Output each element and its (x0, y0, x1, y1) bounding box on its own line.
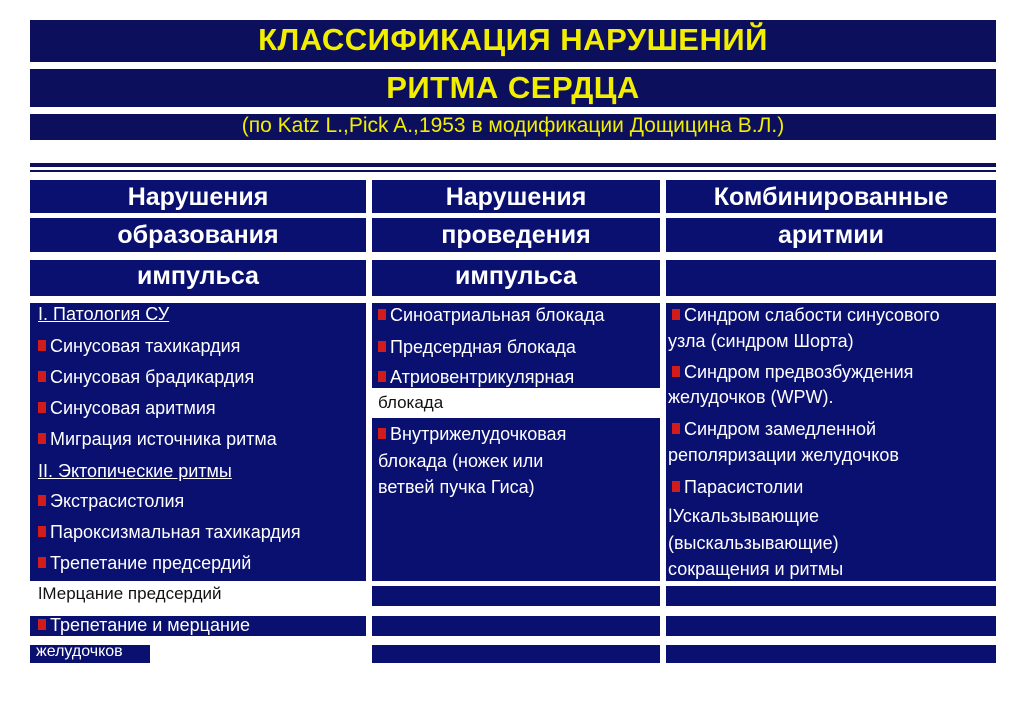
bullet-icon (378, 341, 386, 352)
bullet-icon (38, 526, 46, 537)
list-item: Синдром слабости синусового (672, 305, 940, 326)
group-sinus-node: I. Патология СУ (38, 304, 170, 324)
bullet-icon (38, 402, 46, 413)
header-gap-2 (30, 252, 996, 260)
col3-header-line1: Комбинированные (713, 183, 949, 211)
bullet-icon (38, 340, 46, 351)
list-item: Парасистолии (672, 477, 803, 498)
bullet-icon (38, 433, 46, 444)
list-item: Предсердная блокада (378, 337, 576, 358)
bullet-icon (38, 371, 46, 382)
subtitle: (по Katz L.,Pick A.,1953 в модификации Дощицина В.Л.) (241, 114, 785, 137)
header-gap-1 (30, 213, 996, 218)
divider-line-2 (30, 170, 996, 172)
list-item-vf: Трепетание и мерцание (38, 615, 250, 636)
col2-row-vf2-bg (372, 645, 660, 663)
list-item: Атриовентрикулярная (378, 367, 574, 388)
bullet-icon (378, 309, 386, 320)
list-item: Синусовая тахикардия (38, 336, 240, 357)
col1-header-line3: импульса (137, 262, 259, 290)
col3-header-line2: аритмии (777, 221, 885, 249)
list-item: Синдром предвозбуждения (672, 362, 913, 383)
col2-header-line3: импульса (455, 262, 577, 290)
list-item-cont: (выскальзывающие) (668, 533, 839, 553)
bullet-icon (38, 557, 46, 568)
col3-row-vf-bg (666, 616, 996, 636)
list-item: Экстрасистолия (38, 491, 184, 512)
divider-line (30, 163, 996, 167)
title-line-2: РИТМА СЕРДЦА (386, 70, 640, 105)
list-item: Пароксизмальная тахикардия (38, 522, 301, 543)
col3-row-af-bg (666, 586, 996, 606)
bullet-icon (672, 366, 680, 377)
list-item-cont: узла (синдром Шорта) (668, 331, 854, 351)
col1-header-line1: Нарушения (127, 183, 269, 211)
list-item: Синусовая брадикардия (38, 367, 254, 388)
bullet-icon (378, 371, 386, 382)
list-item: Миграция источника ритма (38, 429, 277, 450)
bullet-icon (38, 495, 46, 506)
list-item-cont: реполяризации желудочков (668, 445, 899, 465)
list-item: Синоатриальная блокада (378, 305, 605, 326)
col2-header-line1: Нарушения (445, 183, 587, 211)
list-item-cont: ветвей пучка Гиса) (378, 477, 535, 497)
list-item-cont: сокращения и ритмы (668, 559, 844, 579)
col1-header-line2: образования (117, 221, 279, 249)
title-line-1: КЛАССИФИКАЦИЯ НАРУШЕНИЙ (258, 22, 768, 57)
list-item: ǀУскальзывающие (668, 506, 820, 526)
list-item: Синусовая аритмия (38, 398, 216, 419)
bullet-icon (672, 309, 680, 320)
bullet-icon (672, 423, 680, 434)
list-item: Синдром замедленной (672, 419, 876, 440)
bullet-icon (672, 481, 680, 492)
bullet-icon (38, 619, 46, 630)
col2-row-af-bg (372, 586, 660, 606)
list-item: Трепетание предсердий (38, 553, 251, 574)
list-item-cont: блокада (378, 393, 444, 412)
list-item: Внутрижелудочковая (378, 424, 566, 445)
col3-row-vf2-bg (666, 645, 996, 663)
list-item-af: ǀМерцание предсердий (38, 584, 222, 603)
list-item-cont: блокада (ножек или (378, 451, 544, 471)
bullet-icon (378, 428, 386, 439)
col2-row-vf-bg (372, 616, 660, 636)
group-ectopic: II. Эктопические ритмы (38, 461, 232, 481)
col2-header-line2: проведения (441, 221, 591, 249)
list-item-vf-cont: желудочков (36, 643, 123, 660)
list-item-cont: желудочков (WPW). (668, 387, 834, 407)
